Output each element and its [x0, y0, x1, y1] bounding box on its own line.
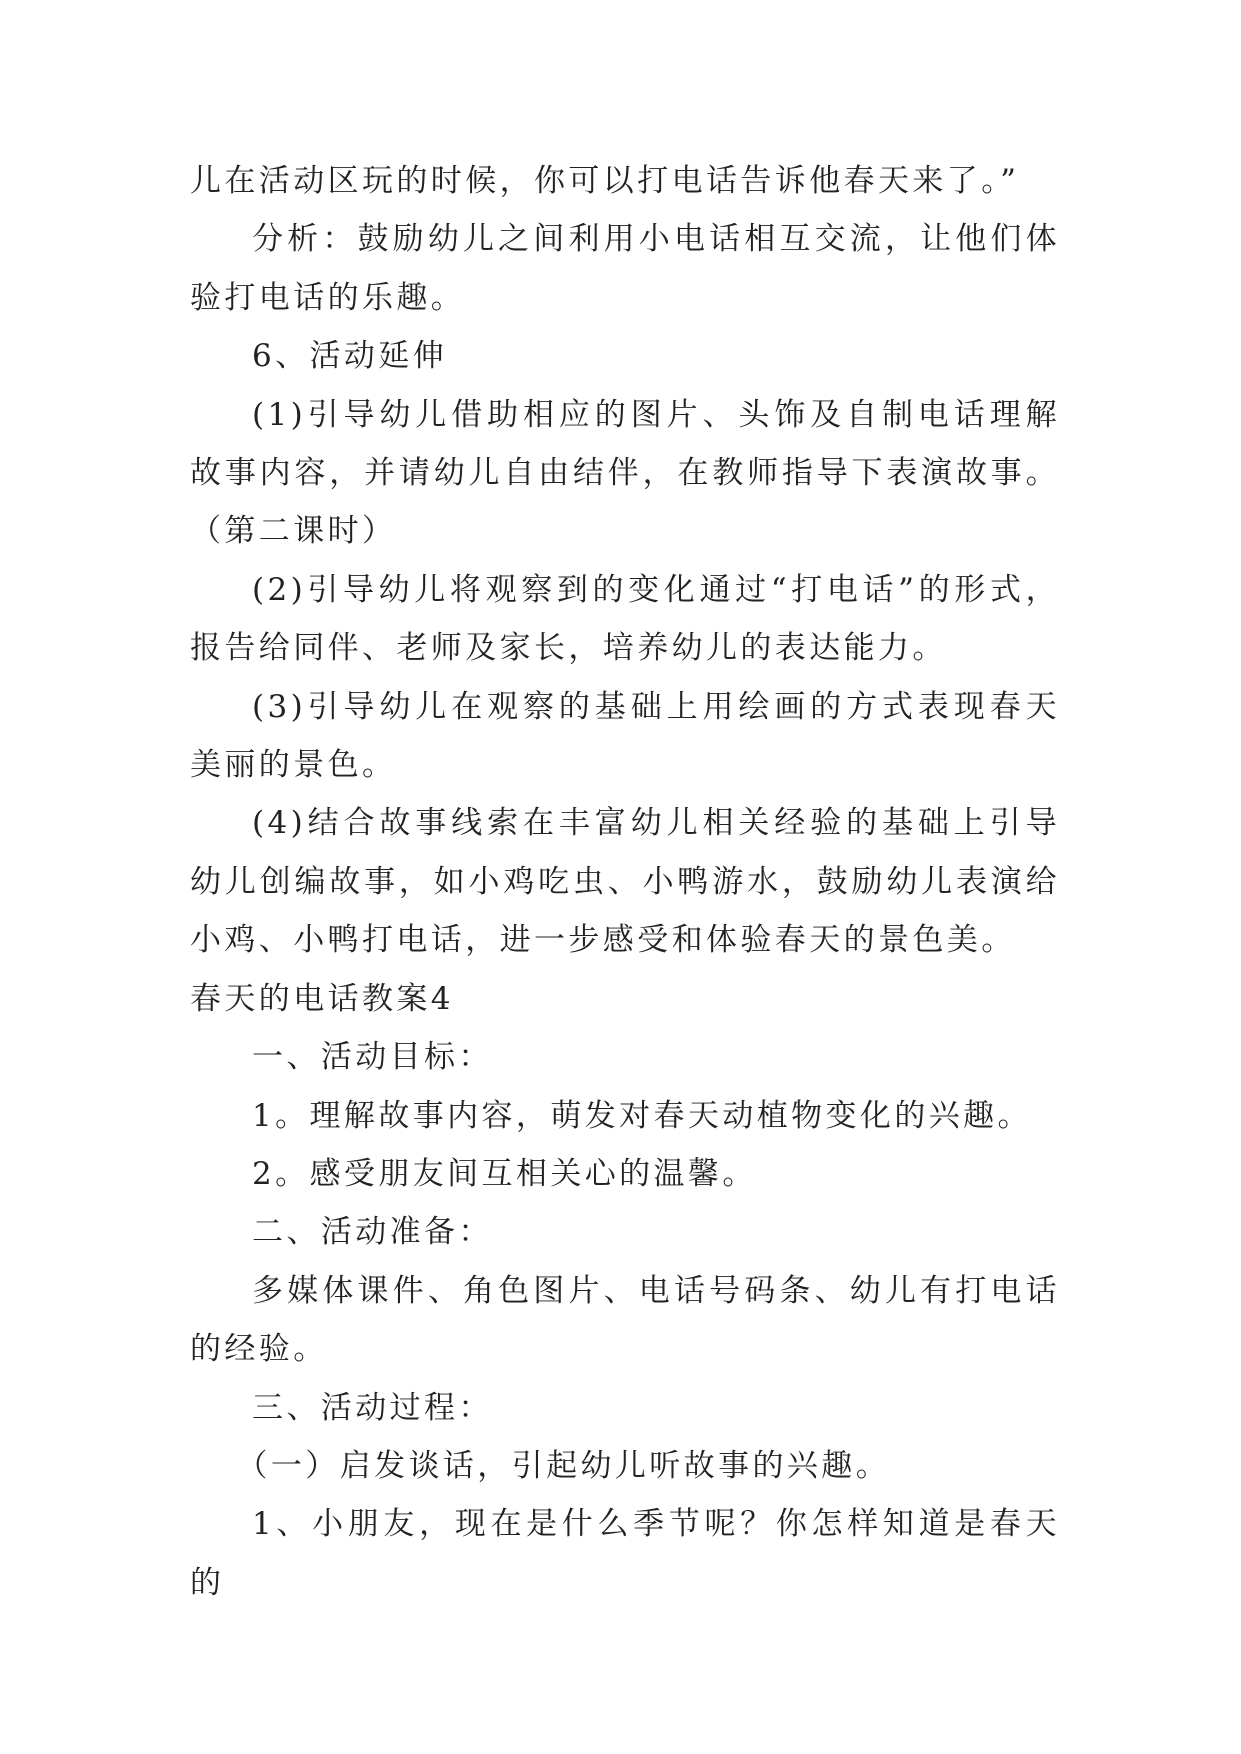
paragraph-process-step-1: （一）启发谈话，引起幼儿听故事的兴趣。	[236, 1447, 891, 1484]
section-heading-activity-extension: 6、活动延伸	[252, 338, 448, 375]
section-heading-goals: 一、活动目标：	[252, 1039, 493, 1076]
section-heading-process: 三、活动过程：	[252, 1389, 493, 1426]
paragraph-continued: 儿在活动区玩的时候，你可以打电话告诉他春天来了。”	[190, 163, 1020, 199]
lesson-plan-title: 春天的电话教案4	[190, 980, 454, 1017]
paragraph-analysis: 分析：鼓励幼儿之间利用小电话相互交流，让他们体验打电话的乐趣。	[190, 221, 1060, 316]
section-heading-preparation: 二、活动准备：	[252, 1214, 493, 1251]
document-body	[190, 152, 1060, 1612]
paragraph-preparation: 多媒体课件、角色图片、电话号码条、幼儿有打电话的经验。	[190, 1272, 1060, 1368]
paragraph-extension-2: (2)引导幼儿将观察到的变化通过“打电话”的形式，报告给同伴、老师及家长，培养幼儿的表达能力。	[190, 571, 1060, 667]
paragraph-extension-1: (1)引导幼儿借助相应的图片、头饰及自制电话理解故事内容，并请幼儿自由结伴，在教师指导下表演故事。（第二课时）	[190, 396, 1060, 550]
paragraph-extension-3: (3)引导幼儿在观察的基础上用绘画的方式表现春天美丽的景色。	[190, 688, 1060, 784]
paragraph-goal-1: 1。理解故事内容，萌发对春天动植物变化的兴趣。	[252, 1097, 1032, 1134]
paragraph-goal-2: 2。感受朋友间互相关心的温馨。	[252, 1155, 757, 1192]
paragraph-question-1: 1、小朋友，现在是什么季节呢？你怎样知道是春天的	[190, 1506, 1060, 1601]
paragraph-extension-4: (4)结合故事线索在丰富幼儿相关经验的基础上引导幼儿创编故事，如小鸡吃虫、小鸭游水，鼓励幼儿表演给小鸡、小鸭打电话，进一步感受和体验春天的景色美。	[190, 805, 1060, 959]
